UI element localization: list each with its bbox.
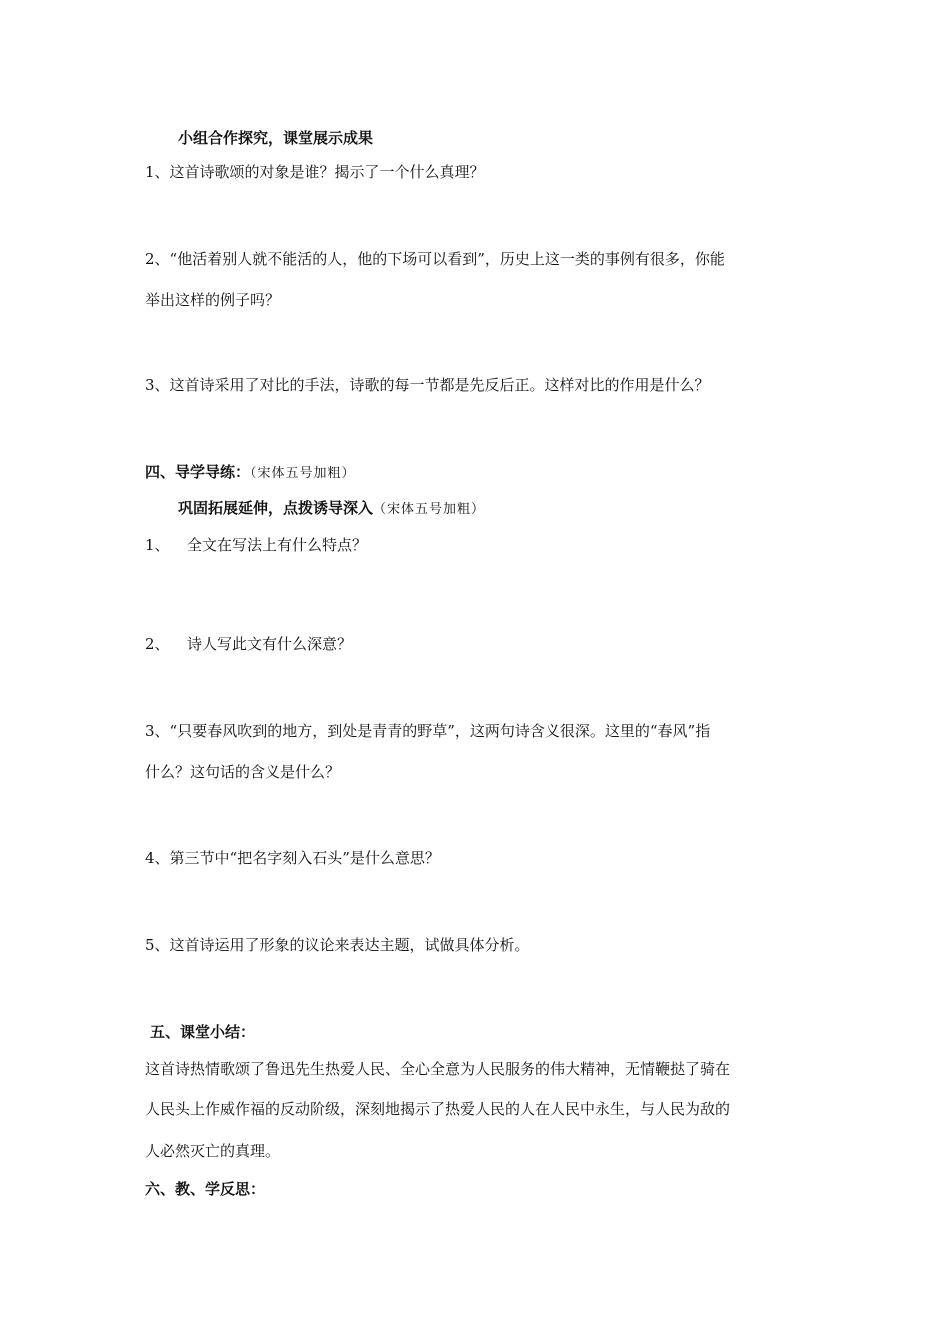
question-3-2-line2: 举出这样的例子吗？ [145,291,281,309]
section-four-heading [145,462,810,484]
section-four-sub-note: （宋体五号加粗） [373,502,486,517]
question-4-4: 4、第三节中“把名字刻入石头”是什么意思？ [145,849,440,867]
question-4-5: 5、这首诗运用了形象的议论来表达主题，试做具体分析。 [145,936,530,954]
question-3-1: 1、这首诗歌颂的对象是谁？揭示了一个什么真理？ [145,163,485,181]
section-four-title: 四、导学导练： [145,463,251,481]
section-four-note: （宋体五号加粗） [250,466,356,481]
question-4-1-number: 1、 [145,536,170,554]
subheading-group-inquiry: 小组合作探究，课堂展示成果 [178,129,374,147]
section-five-heading: 五、课堂小结： [150,1023,256,1041]
summary-line-3: 人必然灭亡的真理。 [145,1142,281,1160]
summary-line-2: 人民头上作威作福的反动阶级，深刻地揭示了热爱人民的人在人民中永生，与人民为敌的 [145,1100,731,1118]
question-4-1-text: 全文在写法上有什么特点？ [187,536,368,554]
question-4-3-line2: 什么？这句话的含义是什么？ [145,763,341,781]
question-3-3: 3、这首诗采用了对比的手法，诗歌的每一节都是先反后正。这样对比的作用是什么？ [145,376,710,394]
summary-line-1: 这首诗热情歌颂了鲁迅先生热爱人民、全心全意为人民服务的伟大精神，无情鞭挞了骑在 [145,1060,731,1078]
question-4-2 [145,634,810,654]
question-3-2-line1: 2、“他活着别人就不能活的人，他的下场可以看到”，历史上这一类的事例有很多，你能 [145,250,725,268]
section-six-heading: 六、教、学反思： [145,1180,266,1198]
section-four-sub: 巩固拓展延伸，点拨诱导深入 [178,499,374,517]
question-4-3-line1: 3、“只要春风吹到的地方，到处是青青的野草”，这两句诗含义很深。这里的“春风”指 [145,722,711,740]
section-four-subheading [178,498,843,520]
question-4-2-number: 2、 [145,635,170,653]
question-4-2-text: 诗人写此文有什么深意？ [187,635,353,653]
question-4-1 [145,535,810,555]
